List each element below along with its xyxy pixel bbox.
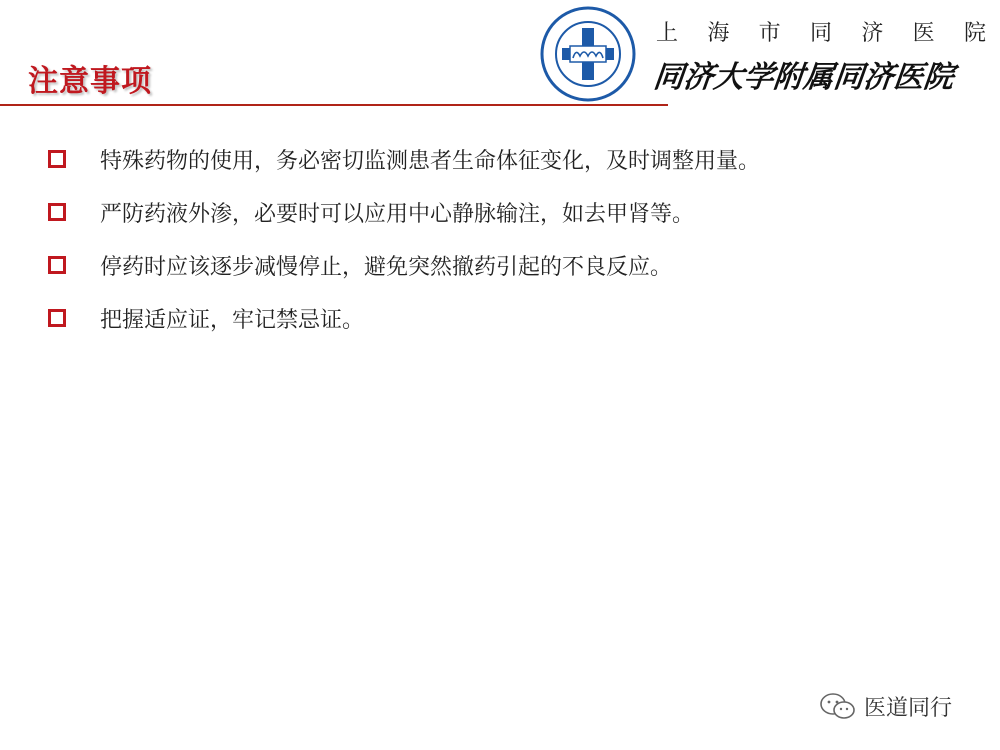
hospital-affiliation: 同济大学附属同济医院 <box>651 60 956 95</box>
bullet-text: 停药时应该逐步减慢停止，避免突然撤药引起的不良反应。 <box>100 254 673 280</box>
hospital-name: 上 海 市 同 济 医 院 <box>656 21 986 46</box>
bullet-text: 把握适应证，牢记禁忌证。 <box>100 307 365 333</box>
square-bullet-icon <box>48 203 66 221</box>
list-item <box>44 146 760 172</box>
wechat-icon <box>818 691 858 721</box>
list-item <box>44 252 760 278</box>
slide-title: 注意事项 <box>28 64 152 99</box>
list-item <box>44 305 760 331</box>
square-bullet-icon <box>48 256 66 274</box>
square-bullet-icon <box>48 150 66 168</box>
bullet-list <box>44 146 760 358</box>
bullet-text: 严防药液外渗，必要时可以应用中心静脉输注，如去甲肾等。 <box>100 201 695 227</box>
hospital-seal-icon <box>540 6 636 102</box>
watermark <box>818 690 952 722</box>
header-divider <box>0 104 668 106</box>
bullet-text: 特殊药物的使用，务必密切监测患者生命体征变化，及时调整用量。 <box>100 148 761 174</box>
watermark-text: 医道同行 <box>864 695 953 721</box>
square-bullet-icon <box>48 309 66 327</box>
list-item <box>44 199 760 225</box>
